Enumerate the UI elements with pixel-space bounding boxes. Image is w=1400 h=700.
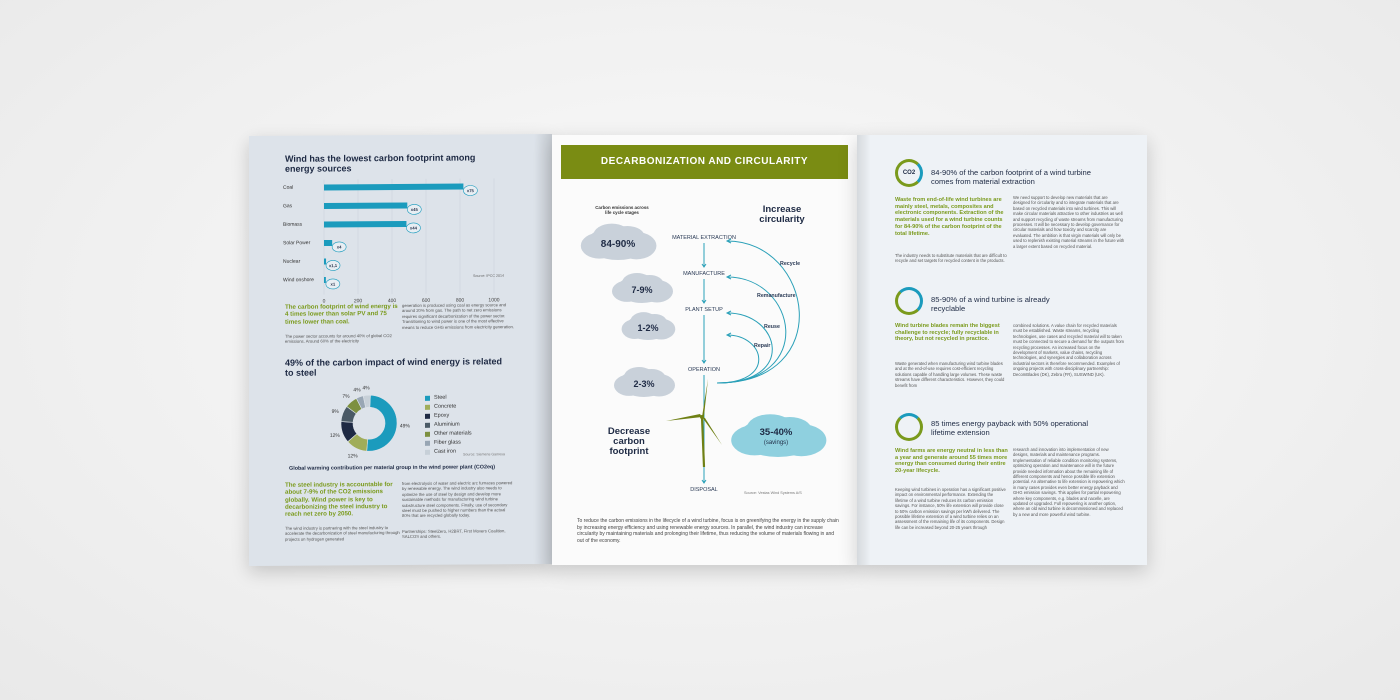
legend-label: Epoxy [434, 412, 450, 419]
s1-title: 84-90% of the carbon footprint of a wind turbine comes from material extraction [931, 168, 1091, 186]
stage-label: OPERATION [688, 367, 720, 373]
co2-cycle-icon [895, 159, 923, 187]
para-steel-partnering: The wind industry is partnering with the steel industry to accelerate the decarbonization of steel manufacturing through projects on hydrogen generated [285, 525, 400, 542]
s1-para-b: We need support to develop new materials that are designed for circularity and to integrate materials that are based on recycled materials into wind turbines. This will make circular materials attractive to other industries as well and support recycling of waste streams from manufacturing processes. It will be necessary to develop governance for circular materials and how toxicity and scarcity are evaluated. The ambition is that virgin materials will only be used to replenish existing material streams in the future with a larger extent based on recycled material. [1013, 195, 1125, 249]
legend-swatch [425, 404, 430, 409]
para-electrolysis: from electrolysis of water and electric arc furnaces powered by renewable energy. The wind industry also needs to optimize the use of steel by design and develop more sustainable methods for manufacturing wind turbine substructure steel components. Finally, use of secondary steel must be pushed to higher numbers than the actual 80% that are recycled globally today. [402, 480, 513, 519]
banner-title: DECARBONIZATION AND CIRCULARITY [600, 156, 809, 167]
middle-body: To reduce the carbon emissions in the lifecycle of a wind turbine, focus is on greenifying the energy in the supply chain by increasing energy efficiency and using renewable energy sources. In parallel, the wind industry can increase circularity by maintaining materials and prolonging their lifetime, thus reducing the volume of materials flowing in and out of the economy. [577, 518, 839, 544]
legend-item [425, 422, 460, 428]
s3-para-b: research and innovation into implementation of new designs, materials and maintenance programs. Implementation of reliable condition monitoring systems, optimizing operation and maintenance will in the future provide needed information about the remaining life of different components and hence possible life extension potential. An alternative to life extension is repowering which in many cases provides even better energy payback and GHG emission savings. This applies for partial repowering where key components, e.g. blades and nacelle, are updated or upgraded. Full repowering is another option, where an old wind turbine is decommissioned and replaced by a new and more powerful wind turbine. [1013, 447, 1125, 517]
legend-label: Aluminium [434, 421, 460, 428]
bar [324, 221, 406, 228]
donut-source: Source: Siemens Gamesa [463, 452, 505, 457]
bar-category-label: Coal [283, 184, 294, 191]
turbine-blade [666, 414, 702, 421]
legend-item [425, 413, 449, 419]
para-power-sector: The power sector accounts for around 40% of global CO2 emissions. Around 60% of the electricity [285, 333, 392, 345]
s2-para-a: Waste generated when manufacturing wind turbine blades and at the end-of-use requires cost-efficient recycling solutions capable of handling large volumes. These waste streams have different characteristics. However, they could benefit from [895, 361, 1005, 388]
legend-label: Concrete [434, 403, 457, 410]
legend-label: Cast iron [434, 448, 457, 455]
s2-title: 85-90% of a wind turbine is already recyclable [931, 295, 1050, 313]
loop-label: Remanufacture [757, 293, 796, 299]
bar-category-label: Gas [283, 203, 293, 210]
legend-label: Fiber glass [434, 439, 461, 446]
legend-item [425, 395, 447, 401]
increase-circularity: Increase circularity [759, 204, 805, 225]
stage-label: MANUFACTURE [683, 271, 725, 277]
legend-swatch [425, 431, 430, 436]
cloud-value: 84-90% [600, 239, 636, 250]
legend-item [425, 404, 456, 410]
s3-title: 85 times energy payback with 50% operational lifetime extension [931, 419, 1089, 437]
legend-item [425, 449, 456, 455]
s1-highlight-text: Waste from end-of-life wind turbines are mainly steel, metals, composites and electronic components. Extraction of the materials used for a wind turbine counts for 84-90% of the carbon footprint of the total lifetime. [895, 197, 1004, 237]
bar [324, 184, 463, 191]
gear-clock-icon [895, 413, 923, 441]
highlight-steel-text: The steel industry is accountable for about 7-9% of the CO2 emissions globally. Wind power is key to decarbonizing the steel industry to reach net zero by 2050. [285, 481, 393, 518]
co2-icon-text: CO2 [902, 170, 916, 176]
legend-item [425, 440, 461, 446]
left-panel [249, 134, 552, 566]
bar-source: Source: IPCC 2014 [473, 273, 504, 278]
donut-slice-label: 9% [331, 408, 339, 415]
bar-badge-label: x1 [330, 281, 336, 287]
stage-label: DISPOSAL [690, 487, 718, 493]
bar-category-label: Nuclear [283, 258, 301, 265]
bar-badge-label: x75 [466, 188, 474, 194]
s1-para-a: The industry needs to substitute materials that are difficult to recycle and set targets for recycled content in the products. [895, 253, 1007, 264]
donut-slice [367, 395, 397, 451]
x-tick-label: 800 [455, 297, 465, 304]
s3-para-a: Keeping wind turbines in operation has a significant positive impact on environmental performance. Extending the lifetime of a wind turbine reduces its carbon emission savings. For instance, 50% life extension will provide close to 50% carbon emission savings per kWh delivered. The possible lifetime extension of a wind turbine relies on an assessment of the remaining life of its components. Design life can be increased beyond 20-25 years through [895, 487, 1006, 530]
donut-slice-label: 4% [362, 385, 370, 392]
diagram-source: Source: Vestas Wind Systems A/S [744, 491, 802, 495]
cloud-header: Carbon emissions across life cycle stages [595, 205, 649, 215]
s2-highlight [895, 323, 1009, 343]
legend-label: Other materials [434, 430, 472, 437]
recycle-arrows-icon [895, 287, 923, 315]
bar-badge-label: x4 [336, 244, 342, 250]
s1-highlight [895, 197, 1009, 237]
donut-slice-label: 12% [347, 453, 358, 460]
para-generation: generation is produced using coal as energy source and around 20% from gas. The path to net zero emissions requires significant decarbonization of the power sector. Transitioning to wind power is one of the most effective means to reduce GHG emissions from electricity generation. [402, 302, 514, 330]
bar-badge-label: x44 [409, 225, 417, 231]
donut-caption: Global warming contribution per material group in the wind power plant (CO2eq) [289, 464, 496, 472]
stage-label: PLANT SETUP [685, 307, 723, 313]
legend-item [425, 431, 472, 437]
heading-lowest-footprint: Wind has the lowest carbon footprint among energy sources [285, 152, 476, 174]
bar-badge-label: x1,1 [328, 263, 338, 269]
s3-highlight-text: Wind farms are energy neutral in less than a year and generate around 55 times more energy than consumed during their entire 20-year lifecycle. [895, 448, 1008, 475]
turbine-hub [700, 415, 704, 419]
savings-value: 35-40% [759, 427, 793, 438]
legend-swatch [425, 422, 430, 427]
middle-panel [552, 135, 857, 565]
turbine-blade [702, 417, 722, 445]
x-tick-label: 400 [387, 298, 397, 305]
bar-badge-label: x45 [410, 206, 418, 213]
bar-chart [279, 172, 529, 306]
bar [324, 202, 407, 209]
right-panel [857, 135, 1147, 565]
legend-swatch [425, 449, 430, 454]
bar-category-label: Biomass [283, 221, 303, 228]
x-tick-label: 1000 [488, 297, 500, 304]
savings-sub: (savings) [763, 440, 789, 446]
cloud-value: 7-9% [631, 285, 653, 295]
stage-label: MATERIAL EXTRACTION [672, 235, 736, 241]
highlight-footprint-text: The carbon footprint of wind energy is 4 times lower than solar PV and 75 times lower than coal. [285, 303, 398, 326]
loop-label: Reuse [764, 324, 780, 330]
donut-slice-label: 7% [342, 393, 350, 400]
heading-steel-impact: 49% of the carbon impact of wind energy is related to steel [285, 356, 503, 378]
donut-slice-label: 12% [329, 432, 340, 439]
turbine-blade [702, 379, 708, 417]
loop-curve [717, 335, 759, 383]
s2-highlight-text: Wind turbine blades remain the biggest challenge to recycle; fully recyclable in theory, but not recycled in practice. [895, 323, 1000, 343]
bar [324, 277, 326, 283]
legend-swatch [425, 413, 430, 418]
loop-label: Repair [754, 343, 771, 349]
s3-highlight [895, 448, 1009, 475]
highlight-steel [285, 481, 403, 518]
s2-para-b: combined solutions. A value chain for recycled materials must be established. Waste streams, recycling technologies, use cases and recycled material will to taken must be connected to secure a demand for the outputs from recycling processes. An increased focus on the development of markets, value chains, recycling technologies, and synergies and collaboration across industrial sectors is therefore recommended. Examples of ongoing projects with cross-disciplinary partnership: DecomBlades (DK), Zebra (FR), SUSWIND (UK). [1013, 323, 1125, 377]
donut-chart [309, 375, 429, 466]
legend-label: Steel [434, 394, 447, 401]
bar [324, 240, 332, 246]
para-partnerships: Partnerships: SteelZero, H2BRT, First Movers Coalition, SALCOS and others. [402, 528, 506, 540]
legend-swatch [425, 440, 430, 445]
bar [324, 259, 326, 265]
donut-slice-label: 4% [353, 387, 361, 394]
bar-category-label: Wind onshore [283, 277, 314, 284]
highlight-footprint [285, 303, 400, 326]
x-tick-label: 600 [421, 297, 431, 304]
x-tick-label: 0 [322, 298, 326, 305]
cloud-value: 1-2% [637, 323, 659, 333]
cloud-value: 2-3% [633, 379, 655, 389]
lifecycle-diagram [552, 135, 857, 565]
bar-category-label: Solar Power [283, 240, 311, 247]
donut-slice-label: 49% [399, 423, 410, 430]
decrease-footprint: Decrease carbon footprint [607, 426, 651, 457]
loop-label: Recycle [780, 261, 801, 267]
legend-swatch [425, 395, 430, 400]
x-tick-label: 200 [353, 298, 363, 305]
